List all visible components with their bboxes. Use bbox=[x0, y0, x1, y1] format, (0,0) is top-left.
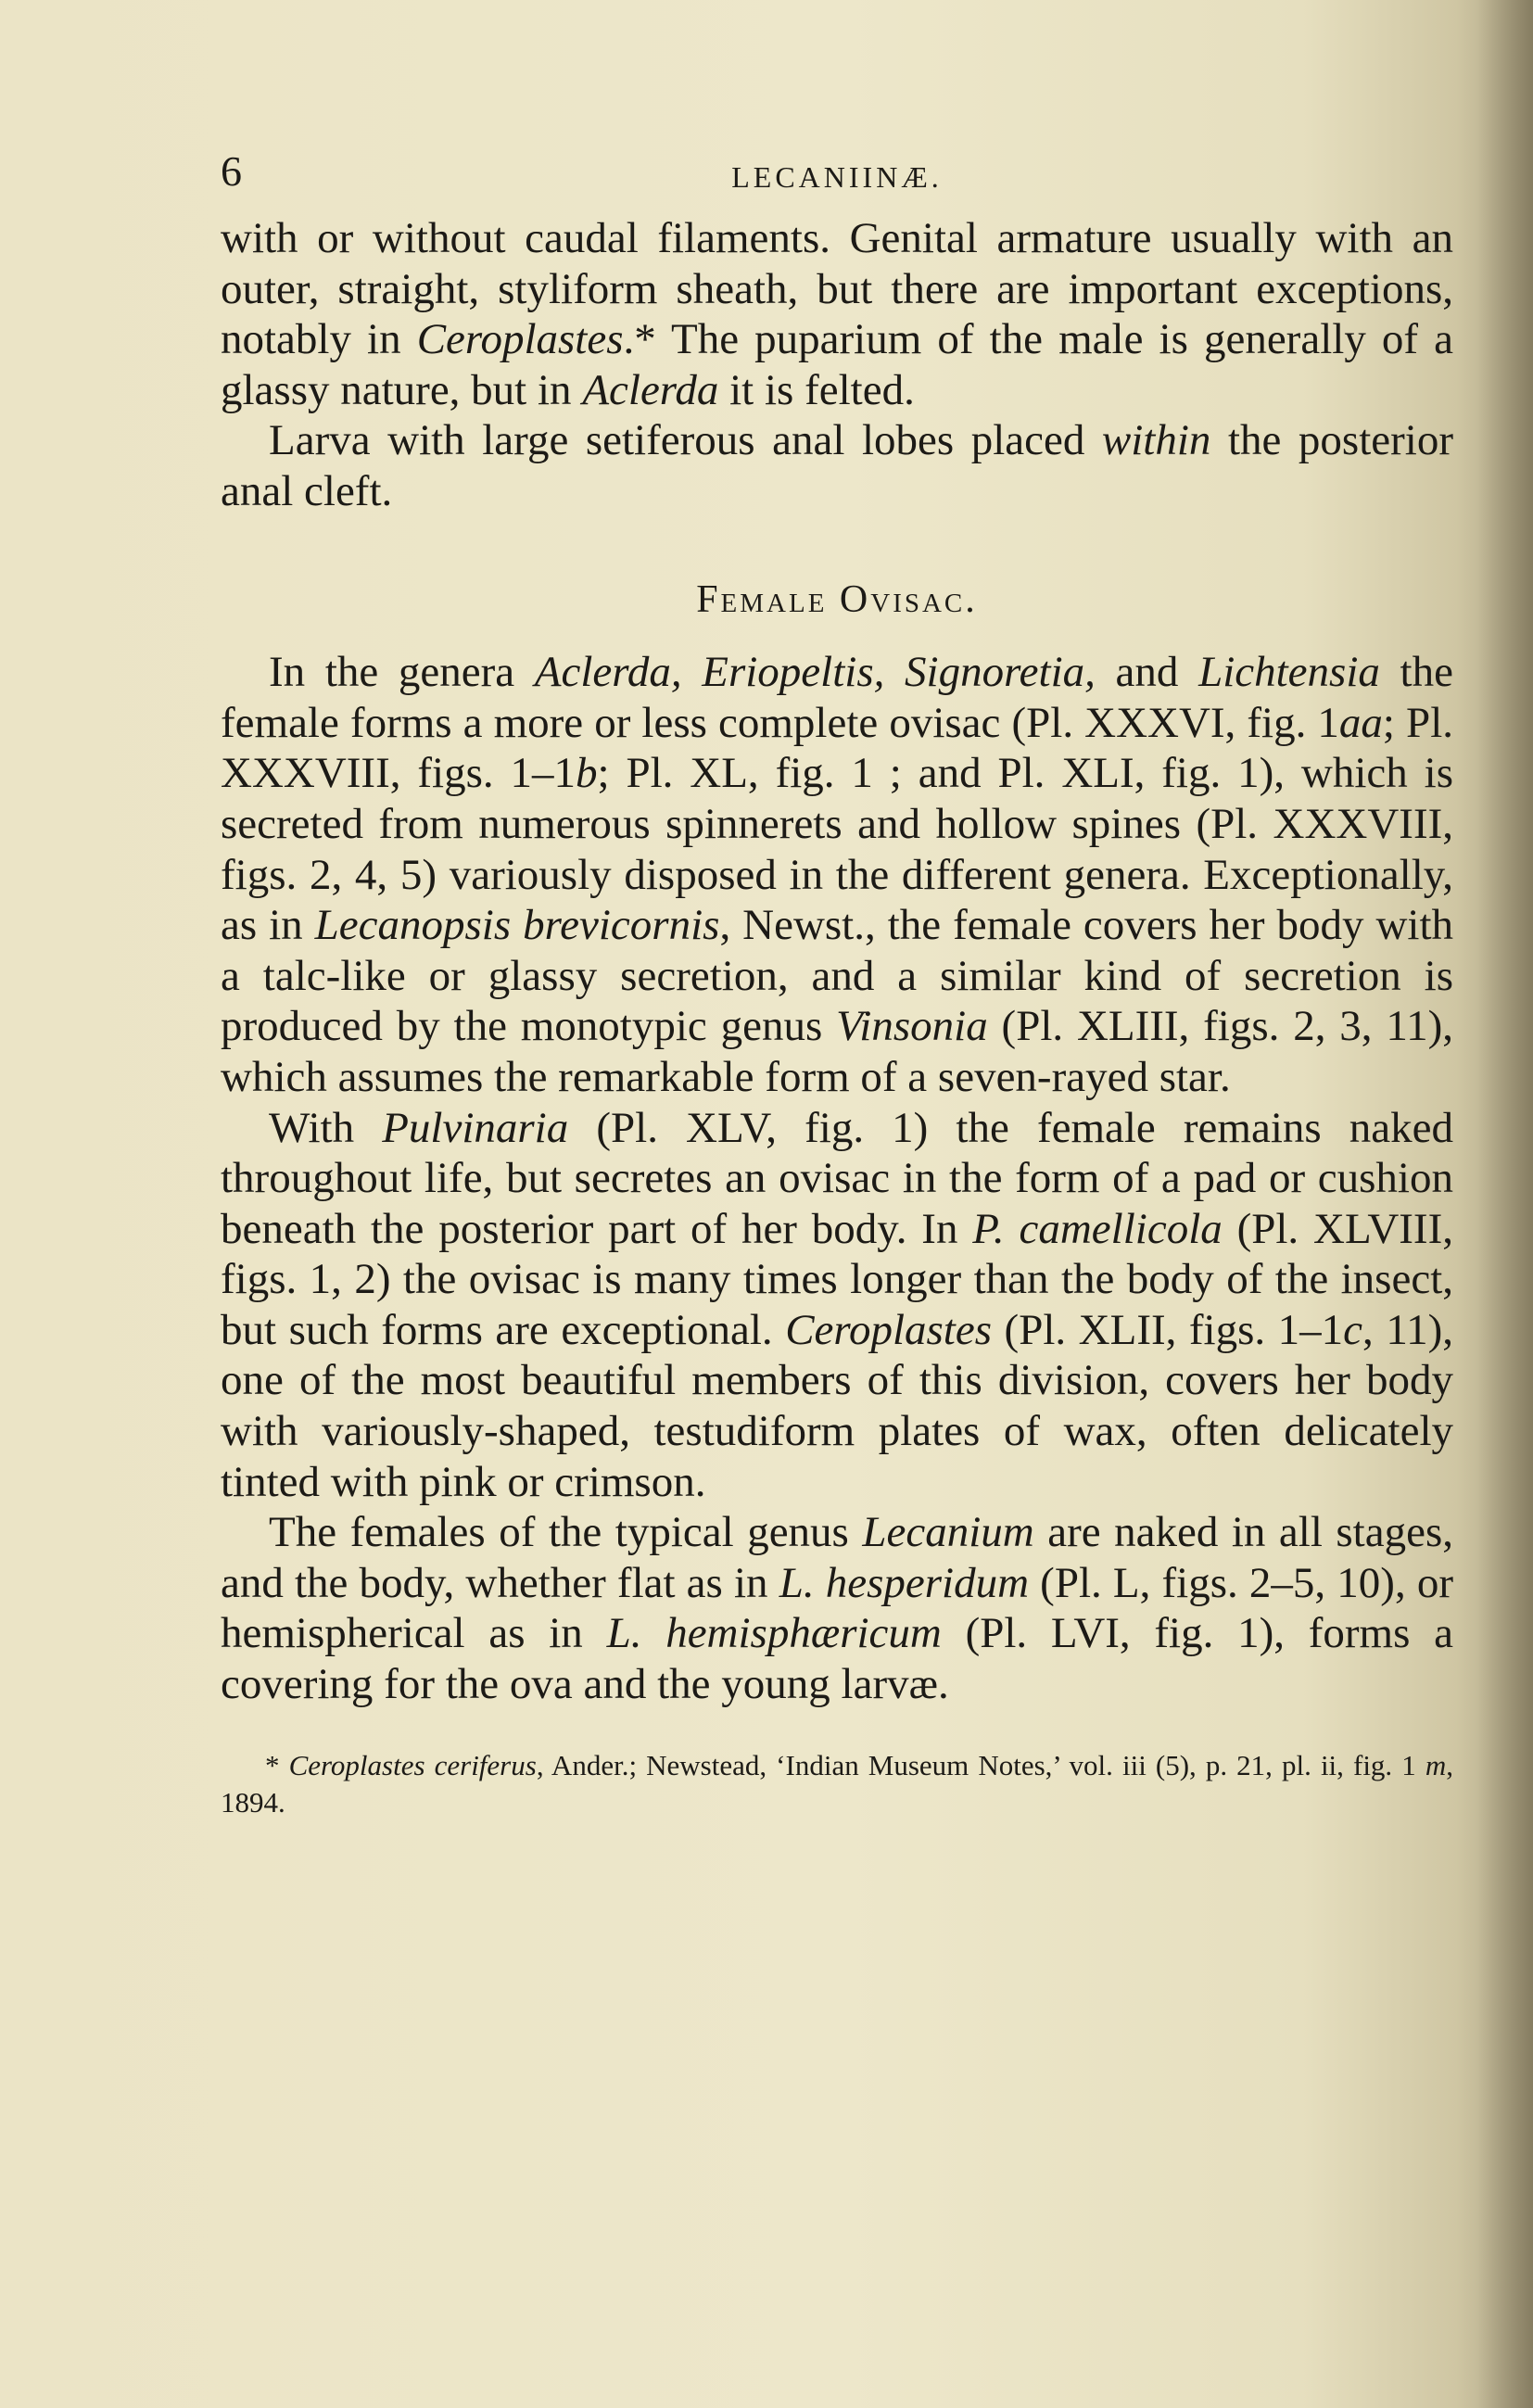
paragraph-genital-armature: with or without caudal filaments. Genital armature usually with an outer, straight, styliform sheath, but there are important exceptions, notably in Ceroplastes.* The puparium of the male is generally of a glassy nature, but in Aclerda it is felted. bbox=[221, 214, 1453, 414]
paragraph-larva: Larva with large setiferous anal lobes placed within the posterior anal cleft. bbox=[221, 416, 1453, 515]
paragraph-ovisac-genera: In the genera Aclerda, Eriopeltis, Signoretia, and Lichtensia the female forms a more or less complete ovisac (Pl. XXXVI, fig. 1aa; Pl. XXXVIII, figs. 1–1b; Pl. XL, fig. 1 ; and Pl. XLI, fig. 1), which is secreted from numerous spinnerets and hollow spines (Pl. XXXVIII, figs. 2, 4, 5) variously disposed in the different genera. Exceptionally, as in Lecanopsis brevicornis, Newst., the female covers her body with a talc-like or glassy secretion, and a similar kind of secretion is produced by the monotypic genus Vinsonia (Pl. XLIII, figs. 2, 3, 11), which assumes the remarkable form of a seven-rayed star. bbox=[221, 648, 1453, 1101]
page-text bbox=[221, 139, 1453, 1821]
page-header bbox=[221, 139, 1453, 213]
paragraph-pulvinaria: With Pulvinaria (Pl. XLV, fig. 1) the female remains naked throughout life, but secretes an ovisac in the form of a pad or cushion beneath the posterior part of her body. In P. camellicola (Pl. XLVIII, figs. 1, 2) the ovisac is many times longer than the body of the insect, but such forms are exceptional. Ceroplastes (Pl. XLII, figs. 1–1c, 11), one of the most beautiful members of this division, covers her body with variously-shaped, testudiform plates of wax, often delicately tinted with pink or crimson. bbox=[221, 1103, 1453, 1506]
running-title: LECANIINÆ. bbox=[731, 160, 943, 194]
page-number: 6 bbox=[221, 147, 242, 195]
paragraph-lecanium: The females of the typical genus Lecanium are naked in all stages, and the body, whether flat as in L. hesperidum (Pl. L, figs. 2–5, 10), or hemispherical as in L. hemisphæricum (Pl. LVI, fig. 1), forms a covering for the ova and the young larvæ. bbox=[221, 1508, 1453, 1709]
section-heading: Female Ovisac. bbox=[696, 577, 978, 621]
page-gutter-shadow bbox=[1477, 0, 1533, 2408]
footnote: * Ceroplastes ceriferus, Ander.; Newstead, ‘Indian Museum Notes,’ vol. iii (5), p. 21, pl. ii, fig. 1 m, 1894. bbox=[221, 1748, 1453, 1819]
